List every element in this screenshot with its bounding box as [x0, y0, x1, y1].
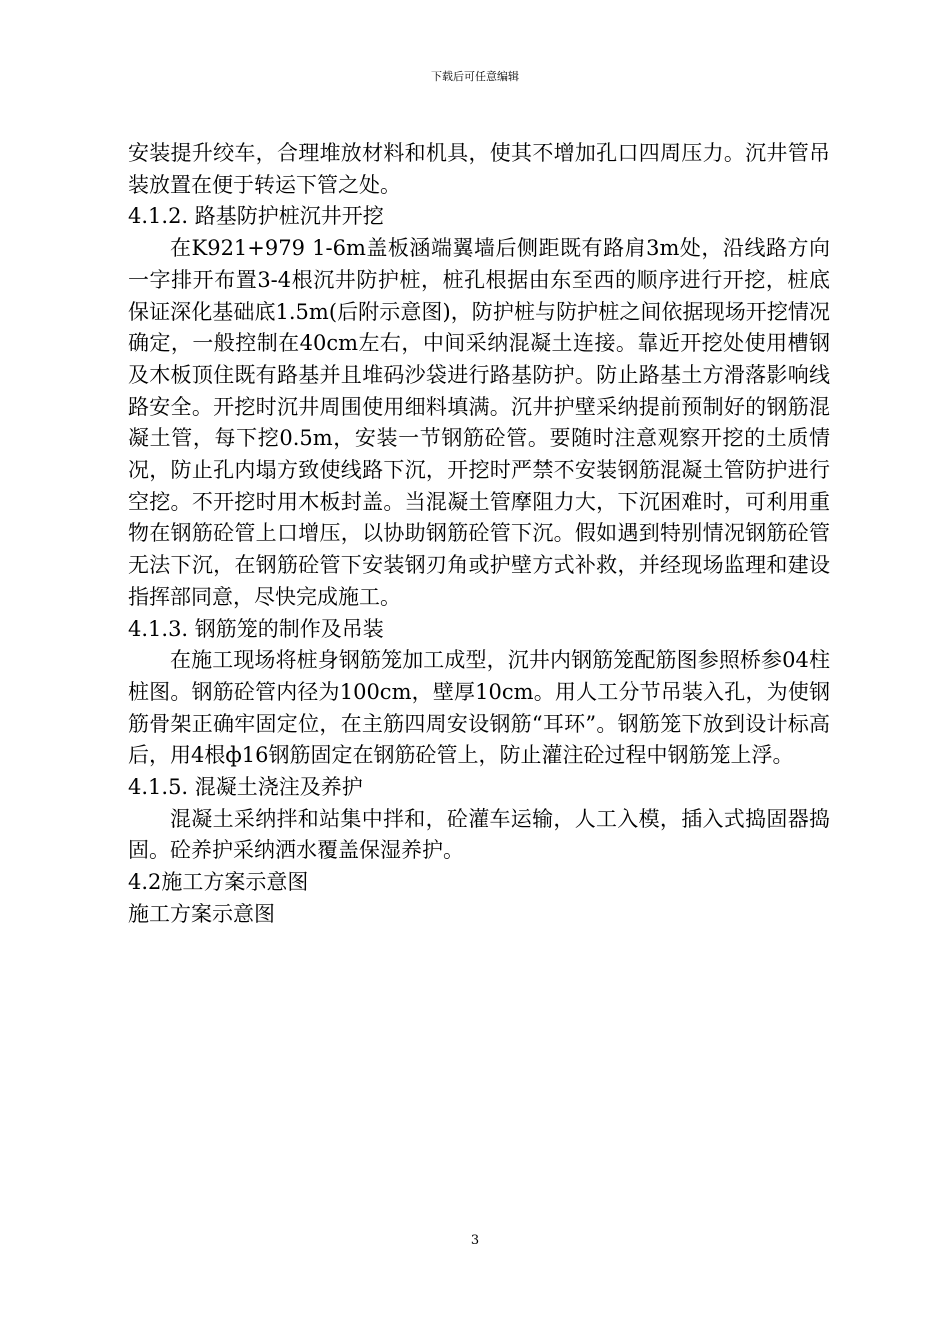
header-note: 下载后可任意编辑 — [431, 70, 519, 83]
paragraph-concrete-pouring: 混凝土采纳拌和站集中拌和，砼灌车运输，人工入模，插入式捣固器捣固。砼养护采纳洒水覆盖保湿养护。 — [128, 806, 830, 863]
paragraph-excavation: 在K921+979 1-6m盖板涵端翼墙后侧距既有路肩3m处，沿线路方向一字排开布置3-4根沉井防护桩，桩孔根据由东至西的顺序进行开挖，桩底保证深化基础底1.5m(后附示意图)，防护桩与防护桩之间依据现场开挖情况确定，一般控制在40cm左右，中间采纳混凝土连接。靠近开挖处使用槽钢及木板顶住既有路基并且堆码沙袋进行路基防护。防止路基土方滑落影响线路安全。开挖时沉井周围使用细料填满。沉井护壁采纳提前预制好的钢筋混凝土管，每下挖0.5m，安装一节钢筋砼管。要随时注意观察开挖的土质情况，防止孔内塌方致使线路下沉，开挖时严禁不安装钢筋混凝土管防护进行空挖。不开挖时用木板封盖。当混凝土管摩阻力大，下沉困难时，可利用重物在钢筋砼管上口增压，以协助钢筋砼管下沉。假如遇到特别情况钢筋砼管无法下沉，在钢筋砼管下安装钢刃角或护壁方式补救，并经现场监理和建设指挥部同意，尽快完成施工。 — [128, 236, 830, 609]
paragraph-rebar-cage: 在施工现场将桩身钢筋笼加工成型，沉井内钢筋笼配筋图参照桥参04柱桩图。钢筋砼管内径为100cm，壁厚10cm。用人工分节吊装入孔，为使钢筋骨架正确牢固定位，在主筋四周安设钢筋“耳环”。钢筋笼下放到设计标高后，用4根ф16钢筋固定在钢筋砼管上，防止灌注砼过程中钢筋笼上浮。 — [128, 648, 830, 768]
paragraph-diagram-caption: 施工方案示意图 — [128, 901, 275, 926]
paragraph-hoist-installation: 安装提升绞车，合理堆放材料和机具，使其不增加孔口四周压力。沉井管吊装放置在便于转运下管之处。 — [128, 141, 830, 197]
page-number: 3 — [470, 1233, 480, 1248]
section-heading-4-1-5: 4.1.5. 混凝土浇注及养护 — [128, 775, 363, 800]
section-heading-4-1-2: 4.1.2. 路基防护桩沉井开挖 — [128, 204, 384, 229]
section-heading-4-2: 4.2施工方案示意图 — [128, 870, 309, 895]
section-heading-4-1-3: 4.1.3. 钢筋笼的制作及吊装 — [128, 616, 384, 641]
document-body — [128, 138, 830, 931]
